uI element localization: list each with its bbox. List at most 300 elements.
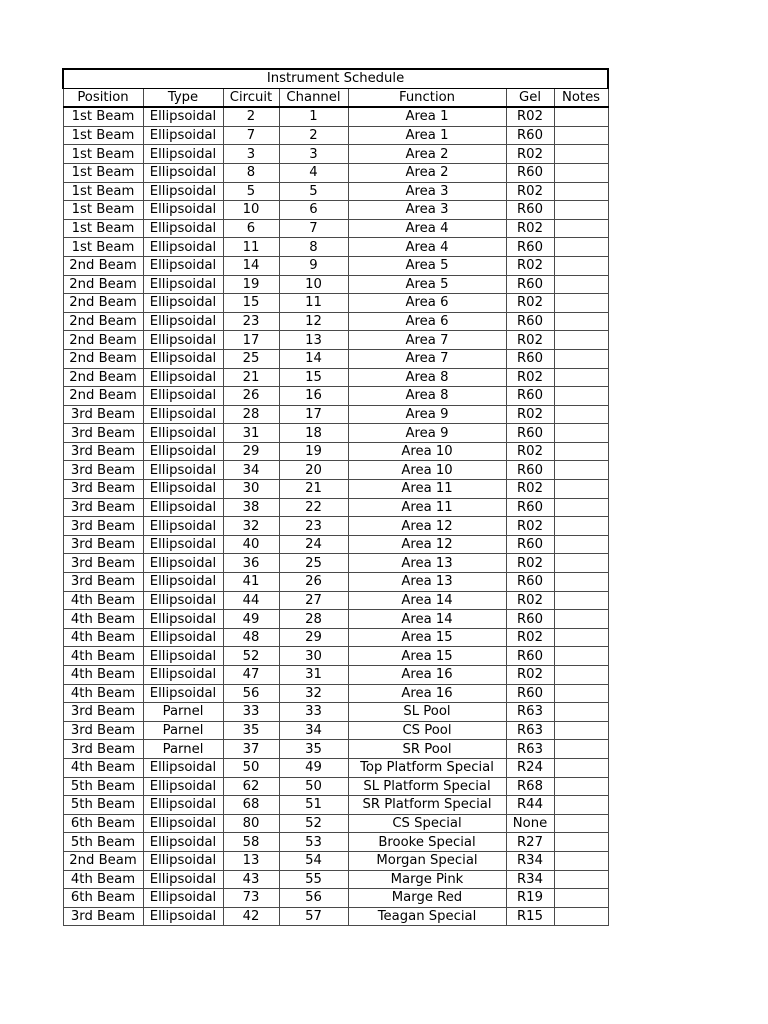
cell-channel: 22: [279, 498, 348, 517]
cell-circuit: 73: [223, 889, 279, 908]
cell-notes: [554, 331, 608, 350]
cell-circuit: 38: [223, 498, 279, 517]
cell-function: Area 16: [348, 666, 506, 685]
cell-circuit: 5: [223, 182, 279, 201]
cell-notes: [554, 666, 608, 685]
cell-type: Ellipsoidal: [143, 163, 223, 182]
cell-function: Area 5: [348, 275, 506, 294]
cell-circuit: 43: [223, 870, 279, 889]
table-row: [63, 368, 608, 387]
cell-channel: 27: [279, 591, 348, 610]
cell-circuit: 11: [223, 238, 279, 257]
instrument-schedule-table: [62, 68, 609, 926]
cell-position: 3rd Beam: [63, 461, 143, 480]
table-row: [63, 889, 608, 908]
cell-function: Area 11: [348, 480, 506, 499]
cell-gel: R02: [506, 591, 554, 610]
cell-circuit: 3: [223, 145, 279, 164]
cell-circuit: 58: [223, 833, 279, 852]
cell-notes: [554, 461, 608, 480]
cell-channel: 31: [279, 666, 348, 685]
cell-type: Ellipsoidal: [143, 405, 223, 424]
cell-channel: 8: [279, 238, 348, 257]
cell-function: Marge Red: [348, 889, 506, 908]
cell-notes: [554, 368, 608, 387]
cell-type: Ellipsoidal: [143, 833, 223, 852]
cell-position: 1st Beam: [63, 107, 143, 126]
cell-gel: R02: [506, 219, 554, 238]
cell-function: Morgan Special: [348, 851, 506, 870]
cell-gel: R02: [506, 517, 554, 536]
cell-circuit: 8: [223, 163, 279, 182]
cell-position: 3rd Beam: [63, 703, 143, 722]
cell-function: Area 16: [348, 684, 506, 703]
cell-type: Ellipsoidal: [143, 312, 223, 331]
cell-position: 2nd Beam: [63, 349, 143, 368]
cell-function: SR Pool: [348, 740, 506, 759]
cell-gel: R02: [506, 442, 554, 461]
cell-gel: R02: [506, 666, 554, 685]
cell-gel: R63: [506, 721, 554, 740]
cell-circuit: 23: [223, 312, 279, 331]
cell-gel: R60: [506, 238, 554, 257]
cell-channel: 30: [279, 647, 348, 666]
cell-notes: [554, 145, 608, 164]
column-header-gel: Gel: [506, 88, 554, 107]
cell-gel: R60: [506, 610, 554, 629]
cell-position: 1st Beam: [63, 163, 143, 182]
cell-circuit: 68: [223, 796, 279, 815]
cell-function: Area 13: [348, 573, 506, 592]
cell-notes: [554, 498, 608, 517]
cell-type: Parnel: [143, 740, 223, 759]
cell-gel: R60: [506, 573, 554, 592]
cell-position: 3rd Beam: [63, 535, 143, 554]
cell-channel: 23: [279, 517, 348, 536]
cell-position: 3rd Beam: [63, 740, 143, 759]
cell-position: 1st Beam: [63, 126, 143, 145]
table-row: [63, 517, 608, 536]
cell-function: Area 3: [348, 201, 506, 220]
cell-gel: R27: [506, 833, 554, 852]
cell-channel: 17: [279, 405, 348, 424]
cell-position: 2nd Beam: [63, 275, 143, 294]
cell-notes: [554, 238, 608, 257]
table-row: [63, 740, 608, 759]
cell-position: 3rd Beam: [63, 554, 143, 573]
cell-function: Marge Pink: [348, 870, 506, 889]
table-row: [63, 331, 608, 350]
cell-function: Area 6: [348, 294, 506, 313]
cell-function: Area 2: [348, 163, 506, 182]
column-header-circuit: Circuit: [223, 88, 279, 107]
table-row: [63, 461, 608, 480]
cell-notes: [554, 126, 608, 145]
cell-function: Area 13: [348, 554, 506, 573]
table-row: [63, 777, 608, 796]
table-row: [63, 684, 608, 703]
cell-gel: R02: [506, 294, 554, 313]
cell-type: Ellipsoidal: [143, 368, 223, 387]
cell-type: Ellipsoidal: [143, 666, 223, 685]
cell-channel: 3: [279, 145, 348, 164]
table-row: [63, 851, 608, 870]
cell-position: 2nd Beam: [63, 256, 143, 275]
cell-type: Ellipsoidal: [143, 219, 223, 238]
table-row: [63, 535, 608, 554]
table-row: [63, 647, 608, 666]
cell-gel: R02: [506, 628, 554, 647]
cell-gel: R60: [506, 498, 554, 517]
table-row: [63, 610, 608, 629]
cell-gel: R60: [506, 126, 554, 145]
cell-type: Ellipsoidal: [143, 349, 223, 368]
cell-position: 4th Beam: [63, 758, 143, 777]
cell-circuit: 21: [223, 368, 279, 387]
cell-notes: [554, 703, 608, 722]
cell-gel: R34: [506, 851, 554, 870]
table-row: [63, 424, 608, 443]
cell-channel: 15: [279, 368, 348, 387]
cell-circuit: 52: [223, 647, 279, 666]
cell-notes: [554, 554, 608, 573]
cell-gel: R60: [506, 275, 554, 294]
cell-position: 4th Beam: [63, 610, 143, 629]
cell-function: Area 7: [348, 349, 506, 368]
cell-position: 1st Beam: [63, 238, 143, 257]
cell-type: Parnel: [143, 721, 223, 740]
table-row: [63, 628, 608, 647]
cell-circuit: 48: [223, 628, 279, 647]
cell-function: Area 7: [348, 331, 506, 350]
cell-type: Ellipsoidal: [143, 684, 223, 703]
cell-circuit: 36: [223, 554, 279, 573]
cell-type: Ellipsoidal: [143, 107, 223, 126]
table-row: [63, 666, 608, 685]
cell-type: Ellipsoidal: [143, 126, 223, 145]
table-row: [63, 126, 608, 145]
cell-position: 2nd Beam: [63, 312, 143, 331]
cell-circuit: 37: [223, 740, 279, 759]
cell-position: 3rd Beam: [63, 573, 143, 592]
cell-type: Ellipsoidal: [143, 554, 223, 573]
cell-function: Area 15: [348, 628, 506, 647]
cell-channel: 16: [279, 387, 348, 406]
cell-gel: R24: [506, 758, 554, 777]
cell-gel: R60: [506, 312, 554, 331]
cell-circuit: 7: [223, 126, 279, 145]
cell-channel: 11: [279, 294, 348, 313]
cell-channel: 4: [279, 163, 348, 182]
cell-channel: 12: [279, 312, 348, 331]
cell-function: Area 8: [348, 368, 506, 387]
cell-type: Ellipsoidal: [143, 424, 223, 443]
cell-circuit: 49: [223, 610, 279, 629]
cell-position: 1st Beam: [63, 182, 143, 201]
cell-notes: [554, 256, 608, 275]
cell-function: Area 10: [348, 461, 506, 480]
table-row: [63, 349, 608, 368]
cell-channel: 9: [279, 256, 348, 275]
cell-channel: 28: [279, 610, 348, 629]
cell-type: Ellipsoidal: [143, 777, 223, 796]
cell-notes: [554, 814, 608, 833]
cell-channel: 6: [279, 201, 348, 220]
cell-gel: R63: [506, 740, 554, 759]
cell-notes: [554, 163, 608, 182]
cell-notes: [554, 573, 608, 592]
table-row: [63, 294, 608, 313]
table-row: [63, 163, 608, 182]
table-row: [63, 219, 608, 238]
cell-channel: 35: [279, 740, 348, 759]
cell-function: Area 9: [348, 405, 506, 424]
cell-position: 4th Beam: [63, 684, 143, 703]
cell-type: Ellipsoidal: [143, 796, 223, 815]
table-row: [63, 721, 608, 740]
cell-function: CS Pool: [348, 721, 506, 740]
cell-gel: R60: [506, 684, 554, 703]
cell-position: 2nd Beam: [63, 387, 143, 406]
cell-position: 4th Beam: [63, 591, 143, 610]
cell-gel: R60: [506, 349, 554, 368]
table-row: [63, 201, 608, 220]
cell-function: SL Pool: [348, 703, 506, 722]
cell-position: 4th Beam: [63, 666, 143, 685]
cell-circuit: 50: [223, 758, 279, 777]
table-row: [63, 591, 608, 610]
cell-notes: [554, 796, 608, 815]
table-row: [63, 758, 608, 777]
cell-type: Ellipsoidal: [143, 573, 223, 592]
cell-gel: R60: [506, 201, 554, 220]
cell-gel: R02: [506, 480, 554, 499]
cell-position: 3rd Beam: [63, 480, 143, 499]
table-row: [63, 814, 608, 833]
cell-position: 2nd Beam: [63, 294, 143, 313]
cell-channel: 52: [279, 814, 348, 833]
table-row: [63, 703, 608, 722]
cell-circuit: 14: [223, 256, 279, 275]
cell-channel: 56: [279, 889, 348, 908]
cell-channel: 10: [279, 275, 348, 294]
cell-channel: 18: [279, 424, 348, 443]
cell-circuit: 35: [223, 721, 279, 740]
cell-circuit: 15: [223, 294, 279, 313]
cell-channel: 54: [279, 851, 348, 870]
cell-circuit: 13: [223, 851, 279, 870]
cell-notes: [554, 758, 608, 777]
cell-function: Teagan Special: [348, 907, 506, 926]
cell-function: Area 11: [348, 498, 506, 517]
cell-position: 6th Beam: [63, 814, 143, 833]
cell-notes: [554, 907, 608, 926]
cell-function: Area 2: [348, 145, 506, 164]
cell-function: Area 12: [348, 535, 506, 554]
cell-notes: [554, 628, 608, 647]
cell-function: Area 4: [348, 238, 506, 257]
cell-circuit: 32: [223, 517, 279, 536]
cell-function: Area 15: [348, 647, 506, 666]
cell-position: 1st Beam: [63, 201, 143, 220]
cell-gel: R68: [506, 777, 554, 796]
cell-function: Area 1: [348, 126, 506, 145]
cell-function: Area 10: [348, 442, 506, 461]
cell-circuit: 19: [223, 275, 279, 294]
cell-channel: 34: [279, 721, 348, 740]
table-row: [63, 107, 608, 126]
cell-type: Ellipsoidal: [143, 498, 223, 517]
cell-gel: R60: [506, 461, 554, 480]
column-header-function: Function: [348, 88, 506, 107]
cell-channel: 33: [279, 703, 348, 722]
cell-circuit: 56: [223, 684, 279, 703]
cell-circuit: 30: [223, 480, 279, 499]
cell-function: Area 5: [348, 256, 506, 275]
table-row: [63, 498, 608, 517]
cell-channel: 1: [279, 107, 348, 126]
cell-notes: [554, 349, 608, 368]
cell-channel: 2: [279, 126, 348, 145]
cell-type: Ellipsoidal: [143, 480, 223, 499]
cell-gel: R02: [506, 554, 554, 573]
cell-gel: R63: [506, 703, 554, 722]
cell-function: Area 14: [348, 610, 506, 629]
cell-position: 3rd Beam: [63, 442, 143, 461]
cell-position: 1st Beam: [63, 219, 143, 238]
cell-position: 2nd Beam: [63, 851, 143, 870]
cell-notes: [554, 535, 608, 554]
cell-type: Ellipsoidal: [143, 294, 223, 313]
cell-notes: [554, 294, 608, 313]
cell-channel: 14: [279, 349, 348, 368]
cell-gel: R02: [506, 368, 554, 387]
cell-notes: [554, 721, 608, 740]
column-header-channel: Channel: [279, 88, 348, 107]
cell-channel: 19: [279, 442, 348, 461]
cell-notes: [554, 870, 608, 889]
cell-gel: R60: [506, 387, 554, 406]
cell-circuit: 28: [223, 405, 279, 424]
cell-function: Area 8: [348, 387, 506, 406]
cell-function: SR Platform Special: [348, 796, 506, 815]
cell-position: 4th Beam: [63, 647, 143, 666]
cell-gel: R34: [506, 870, 554, 889]
table-title: Instrument Schedule: [63, 69, 608, 88]
cell-circuit: 62: [223, 777, 279, 796]
cell-type: Ellipsoidal: [143, 256, 223, 275]
cell-position: 3rd Beam: [63, 424, 143, 443]
cell-gel: R60: [506, 535, 554, 554]
cell-channel: 57: [279, 907, 348, 926]
cell-type: Ellipsoidal: [143, 591, 223, 610]
cell-channel: 50: [279, 777, 348, 796]
cell-circuit: 47: [223, 666, 279, 685]
cell-channel: 29: [279, 628, 348, 647]
cell-position: 2nd Beam: [63, 368, 143, 387]
cell-notes: [554, 777, 608, 796]
cell-type: Ellipsoidal: [143, 442, 223, 461]
cell-type: Ellipsoidal: [143, 535, 223, 554]
cell-channel: 26: [279, 573, 348, 592]
table-row: [63, 405, 608, 424]
cell-notes: [554, 851, 608, 870]
cell-type: Ellipsoidal: [143, 628, 223, 647]
table-row: [63, 833, 608, 852]
table-row: [63, 796, 608, 815]
cell-type: Ellipsoidal: [143, 889, 223, 908]
cell-channel: 20: [279, 461, 348, 480]
cell-channel: 7: [279, 219, 348, 238]
cell-position: 3rd Beam: [63, 907, 143, 926]
cell-circuit: 33: [223, 703, 279, 722]
cell-position: 4th Beam: [63, 870, 143, 889]
cell-gel: R19: [506, 889, 554, 908]
cell-position: 3rd Beam: [63, 405, 143, 424]
cell-position: 6th Beam: [63, 889, 143, 908]
cell-notes: [554, 740, 608, 759]
cell-position: 5th Beam: [63, 833, 143, 852]
cell-channel: 32: [279, 684, 348, 703]
cell-gel: R60: [506, 647, 554, 666]
cell-function: Brooke Special: [348, 833, 506, 852]
cell-notes: [554, 684, 608, 703]
cell-notes: [554, 647, 608, 666]
cell-function: Area 4: [348, 219, 506, 238]
cell-position: 3rd Beam: [63, 517, 143, 536]
cell-type: Ellipsoidal: [143, 758, 223, 777]
cell-circuit: 29: [223, 442, 279, 461]
cell-gel: R60: [506, 424, 554, 443]
table-row: [63, 480, 608, 499]
cell-circuit: 40: [223, 535, 279, 554]
cell-circuit: 6: [223, 219, 279, 238]
column-header-position: Position: [63, 88, 143, 107]
cell-function: Top Platform Special: [348, 758, 506, 777]
cell-channel: 49: [279, 758, 348, 777]
cell-position: 5th Beam: [63, 796, 143, 815]
table-row: [63, 275, 608, 294]
table-row: [63, 573, 608, 592]
cell-gel: None: [506, 814, 554, 833]
cell-type: Ellipsoidal: [143, 647, 223, 666]
cell-position: 3rd Beam: [63, 498, 143, 517]
cell-type: Ellipsoidal: [143, 182, 223, 201]
cell-notes: [554, 442, 608, 461]
cell-circuit: 42: [223, 907, 279, 926]
column-header-notes: Notes: [554, 88, 608, 107]
cell-channel: 51: [279, 796, 348, 815]
cell-notes: [554, 275, 608, 294]
cell-gel: R02: [506, 331, 554, 350]
cell-circuit: 34: [223, 461, 279, 480]
cell-gel: R15: [506, 907, 554, 926]
cell-notes: [554, 591, 608, 610]
cell-notes: [554, 889, 608, 908]
cell-function: Area 9: [348, 424, 506, 443]
cell-function: Area 14: [348, 591, 506, 610]
cell-channel: 53: [279, 833, 348, 852]
cell-type: Ellipsoidal: [143, 145, 223, 164]
cell-type: Ellipsoidal: [143, 201, 223, 220]
cell-gel: R02: [506, 182, 554, 201]
cell-gel: R60: [506, 163, 554, 182]
cell-notes: [554, 424, 608, 443]
cell-gel: R02: [506, 145, 554, 164]
cell-notes: [554, 201, 608, 220]
cell-gel: R02: [506, 405, 554, 424]
cell-gel: R02: [506, 256, 554, 275]
